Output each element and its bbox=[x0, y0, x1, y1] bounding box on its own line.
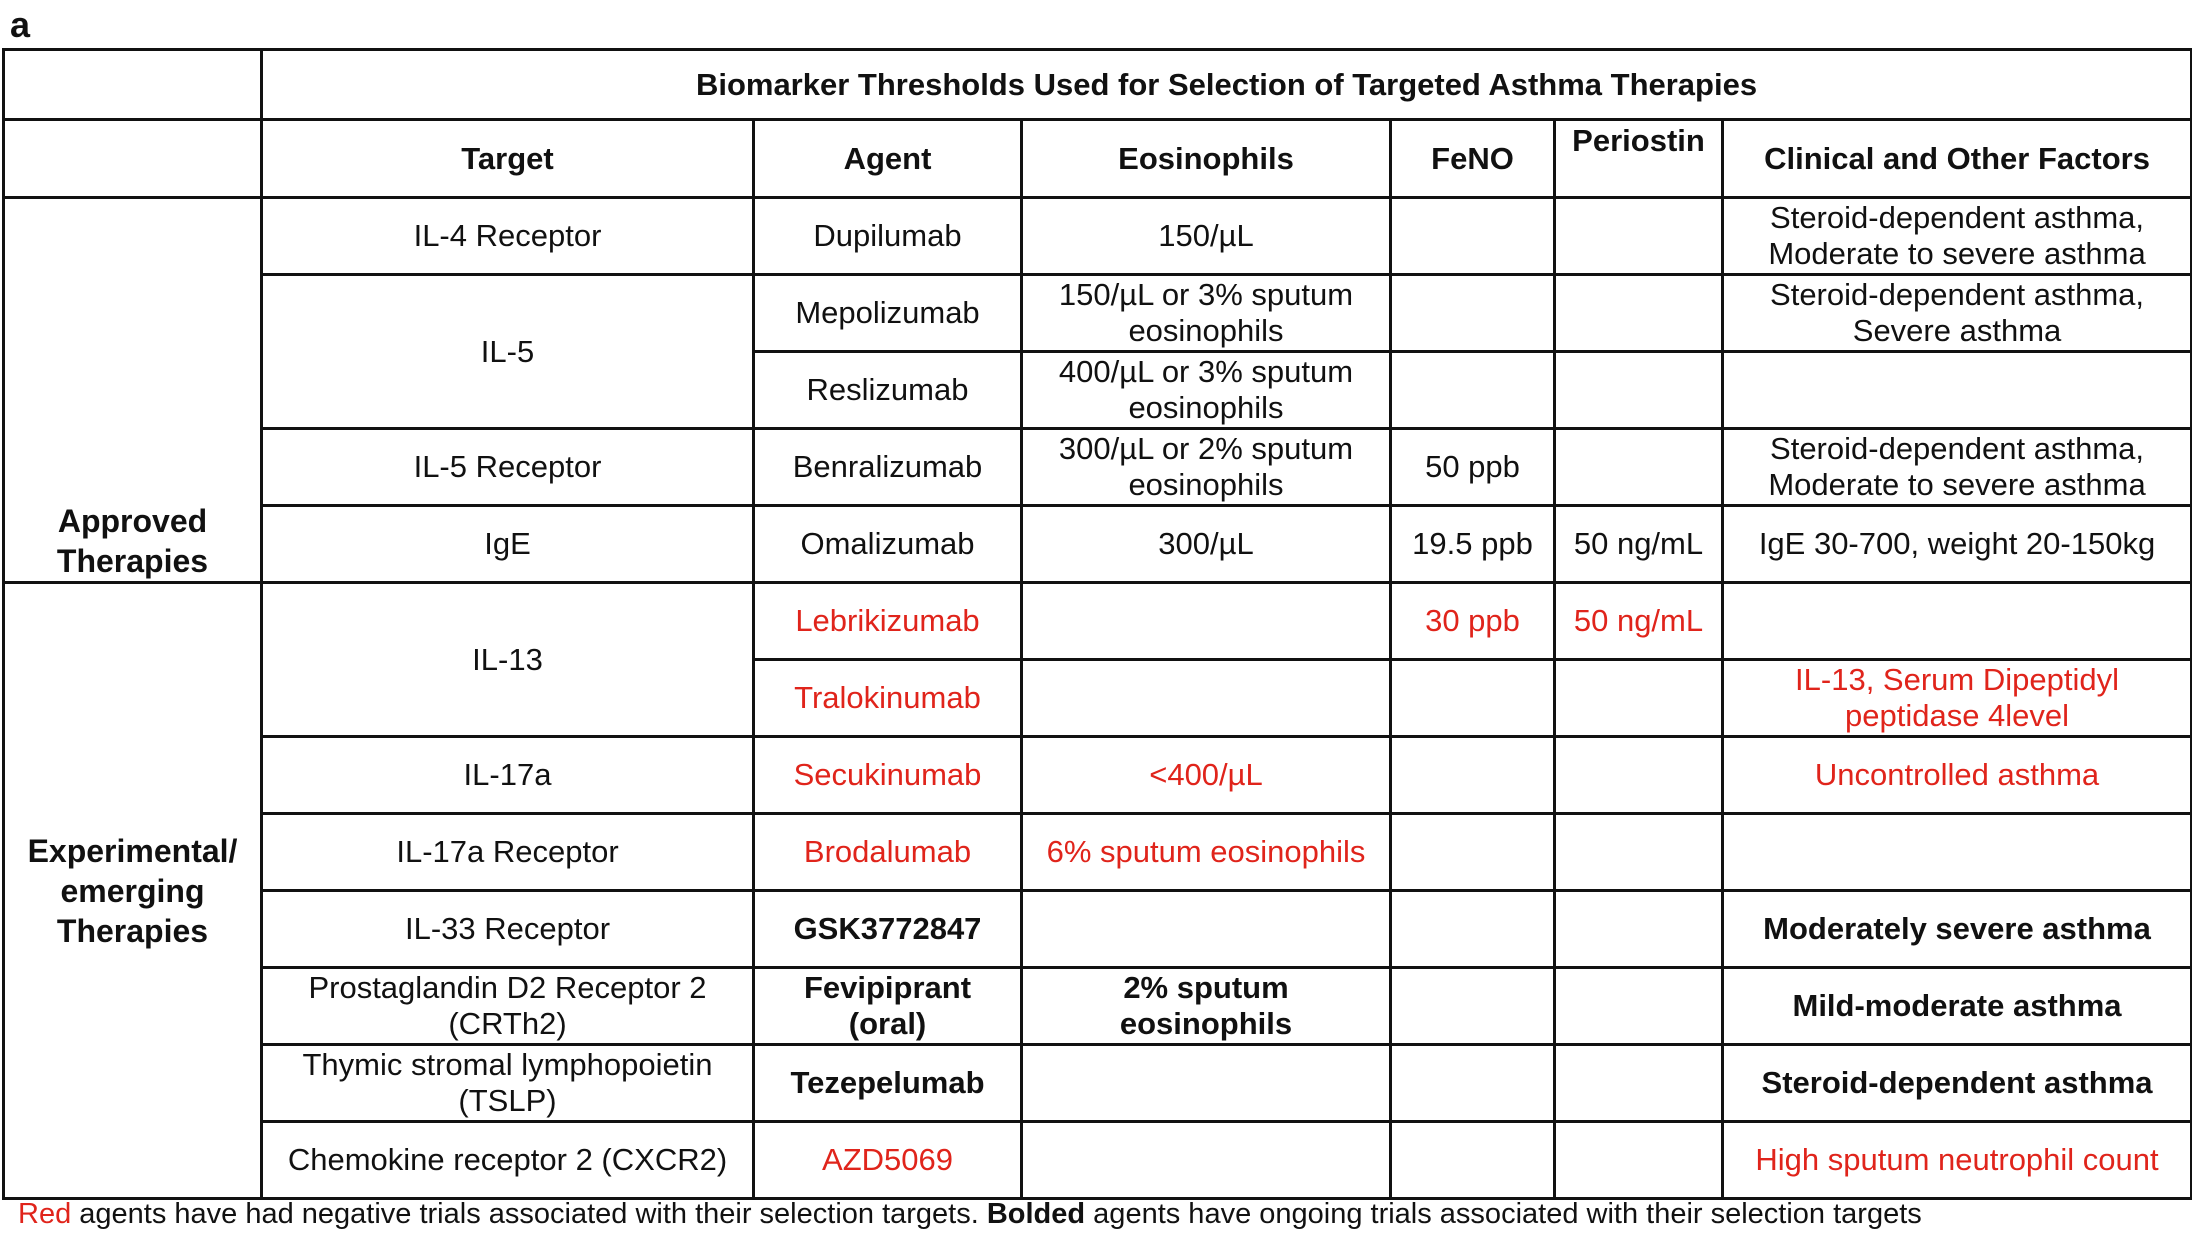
cell-feno bbox=[1391, 968, 1555, 1045]
cell-eosinophils bbox=[1022, 1045, 1391, 1122]
cell-target: IL-33 Receptor bbox=[262, 891, 754, 968]
header-periostin: Periostin bbox=[1555, 120, 1723, 198]
header-agent: Agent bbox=[754, 120, 1022, 198]
cell-clinical: Moderately severe asthma bbox=[1723, 891, 2192, 968]
title-row bbox=[4, 50, 2192, 120]
cell-eosinophils bbox=[1022, 583, 1391, 660]
cell-eosinophils: 300/µL or 2% sputum eosinophils bbox=[1022, 429, 1391, 506]
group-label-experimental: Experimental/ emerging Therapies bbox=[4, 583, 262, 1199]
cell-periostin bbox=[1555, 429, 1723, 506]
table-row bbox=[4, 1045, 2192, 1122]
cell-periostin bbox=[1555, 660, 1723, 737]
table-row bbox=[4, 1122, 2192, 1199]
table-row bbox=[4, 198, 2192, 275]
table-row bbox=[4, 429, 2192, 506]
cell-feno: 50 ppb bbox=[1391, 429, 1555, 506]
cell-feno bbox=[1391, 198, 1555, 275]
cell-target: IL-17a Receptor bbox=[262, 814, 754, 891]
group-label-approved: Approved Therapies bbox=[4, 198, 262, 583]
table-row bbox=[4, 506, 2192, 583]
cell-periostin bbox=[1555, 814, 1723, 891]
cell-eosinophils: 150/µL or 3% sputum eosinophils bbox=[1022, 275, 1391, 352]
cell-periostin bbox=[1555, 352, 1723, 429]
table-row bbox=[4, 583, 2192, 660]
cell-periostin: 50 ng/mL bbox=[1555, 506, 1723, 583]
cell-target: IL-17a bbox=[262, 737, 754, 814]
cell-periostin bbox=[1555, 1045, 1723, 1122]
cell-clinical: IgE 30-700, weight 20-150kg bbox=[1723, 506, 2192, 583]
header-eosinophils: Eosinophils bbox=[1022, 120, 1391, 198]
cell-periostin bbox=[1555, 737, 1723, 814]
cell-target: Thymic stromal lymphopoietin (TSLP) bbox=[262, 1045, 754, 1122]
table-row bbox=[4, 814, 2192, 891]
empty-corner-cell bbox=[4, 50, 262, 120]
cell-feno bbox=[1391, 814, 1555, 891]
cell-agent: Secukinumab bbox=[754, 737, 1022, 814]
cell-target: IL-5 bbox=[262, 275, 754, 429]
header-clinical: Clinical and Other Factors bbox=[1723, 120, 2192, 198]
cell-feno bbox=[1391, 275, 1555, 352]
cell-agent: Tralokinumab bbox=[754, 660, 1022, 737]
cell-clinical bbox=[1723, 583, 2192, 660]
cell-agent: Reslizumab bbox=[754, 352, 1022, 429]
cell-clinical: Uncontrolled asthma bbox=[1723, 737, 2192, 814]
table-row bbox=[4, 891, 2192, 968]
cell-eosinophils: 150/µL bbox=[1022, 198, 1391, 275]
footnote-bold-word: Bolded bbox=[986, 1198, 1086, 1230]
cell-target: IL-4 Receptor bbox=[262, 198, 754, 275]
table-row bbox=[4, 275, 2192, 352]
biomarker-table bbox=[2, 48, 2192, 1200]
empty-group-header bbox=[4, 120, 262, 198]
cell-feno: 19.5 ppb bbox=[1391, 506, 1555, 583]
cell-target: Chemokine receptor 2 (CXCR2) bbox=[262, 1122, 754, 1199]
footnote-part2: agents have ongoing trials associated with their selection targets bbox=[1085, 1198, 1922, 1230]
cell-agent: AZD5069 bbox=[754, 1122, 1022, 1199]
cell-agent: Fevipiprant (oral) bbox=[754, 968, 1022, 1045]
footnote-part1: agents have had negative trials associated with their selection targets. bbox=[71, 1198, 987, 1230]
header-feno: FeNO bbox=[1391, 120, 1555, 198]
cell-periostin bbox=[1555, 198, 1723, 275]
cell-eosinophils: 300/µL bbox=[1022, 506, 1391, 583]
cell-periostin bbox=[1555, 968, 1723, 1045]
table-row bbox=[4, 968, 2192, 1045]
cell-agent: GSK3772847 bbox=[754, 891, 1022, 968]
cell-feno bbox=[1391, 1045, 1555, 1122]
cell-periostin: 50 ng/mL bbox=[1555, 583, 1723, 660]
cell-clinical: Mild-moderate asthma bbox=[1723, 968, 2192, 1045]
cell-target: IgE bbox=[262, 506, 754, 583]
cell-agent: Lebrikizumab bbox=[754, 583, 1022, 660]
cell-eosinophils: <400/µL bbox=[1022, 737, 1391, 814]
cell-agent: Tezepelumab bbox=[754, 1045, 1022, 1122]
cell-eosinophils: 400/µL or 3% sputum eosinophils bbox=[1022, 352, 1391, 429]
footnote-red-word: Red bbox=[18, 1198, 72, 1230]
cell-periostin bbox=[1555, 1122, 1723, 1199]
cell-clinical bbox=[1723, 352, 2192, 429]
cell-feno bbox=[1391, 1122, 1555, 1199]
cell-eosinophils bbox=[1022, 660, 1391, 737]
cell-periostin bbox=[1555, 275, 1723, 352]
cell-agent: Mepolizumab bbox=[754, 275, 1022, 352]
cell-clinical: Steroid-dependent asthma, Severe asthma bbox=[1723, 275, 2192, 352]
cell-clinical bbox=[1723, 814, 2192, 891]
cell-agent: Dupilumab bbox=[754, 198, 1022, 275]
cell-feno: 30 ppb bbox=[1391, 583, 1555, 660]
cell-eosinophils bbox=[1022, 1122, 1391, 1199]
cell-feno bbox=[1391, 737, 1555, 814]
cell-feno bbox=[1391, 352, 1555, 429]
cell-feno bbox=[1391, 660, 1555, 737]
cell-clinical: High sputum neutrophil count bbox=[1723, 1122, 2192, 1199]
footnote bbox=[18, 1198, 1922, 1231]
cell-target: IL-5 Receptor bbox=[262, 429, 754, 506]
cell-clinical: Steroid-dependent asthma bbox=[1723, 1045, 2192, 1122]
cell-agent: Brodalumab bbox=[754, 814, 1022, 891]
table-title: Biomarker Thresholds Used for Selection of Targeted Asthma Therapies bbox=[262, 50, 2192, 120]
header-target: Target bbox=[262, 120, 754, 198]
cell-target: IL-13 bbox=[262, 583, 754, 737]
cell-agent: Benralizumab bbox=[754, 429, 1022, 506]
cell-periostin bbox=[1555, 891, 1723, 968]
table-row bbox=[4, 737, 2192, 814]
cell-eosinophils bbox=[1022, 891, 1391, 968]
cell-target: Prostaglandin D2 Receptor 2 (CRTh2) bbox=[262, 968, 754, 1045]
cell-feno bbox=[1391, 891, 1555, 968]
cell-clinical: IL-13, Serum Dipeptidyl peptidase 4level bbox=[1723, 660, 2192, 737]
cell-eosinophils: 6% sputum eosinophils bbox=[1022, 814, 1391, 891]
cell-eosinophils: 2% sputum eosinophils bbox=[1022, 968, 1391, 1045]
cell-agent: Omalizumab bbox=[754, 506, 1022, 583]
cell-clinical: Steroid-dependent asthma, Moderate to severe asthma bbox=[1723, 198, 2192, 275]
cell-clinical: Steroid-dependent asthma, Moderate to severe asthma bbox=[1723, 429, 2192, 506]
header-row bbox=[4, 120, 2192, 198]
panel-label: a bbox=[10, 4, 31, 45]
